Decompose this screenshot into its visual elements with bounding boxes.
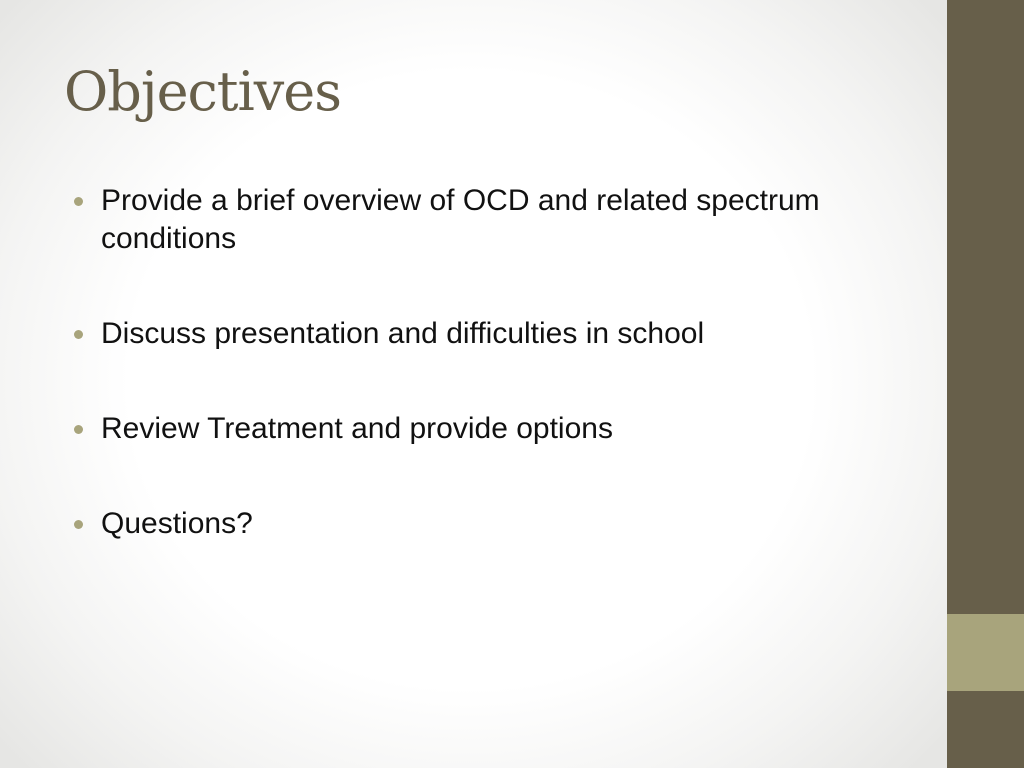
bullet-dot-icon [74, 520, 83, 529]
bullet-list [72, 182, 842, 600]
bullet-dot-icon [74, 197, 83, 206]
bullet-dot-icon [74, 425, 83, 434]
bullet-text: Discuss presentation and difficulties in school [101, 317, 705, 350]
bullet-text: Questions? [101, 507, 253, 540]
bullet-item-questions [72, 505, 842, 543]
bullet-dot-icon [74, 330, 83, 339]
side-accent-square [947, 614, 1024, 691]
bullet-text: Review Treatment and provide options [101, 412, 613, 445]
bullet-item-treatment [72, 410, 842, 448]
bullet-text: Provide a brief overview of OCD and related spectrum conditions [101, 184, 820, 255]
slide-title: Objectives [64, 60, 341, 123]
bullet-item-overview [72, 182, 842, 258]
bullet-item-presentation [72, 315, 842, 353]
